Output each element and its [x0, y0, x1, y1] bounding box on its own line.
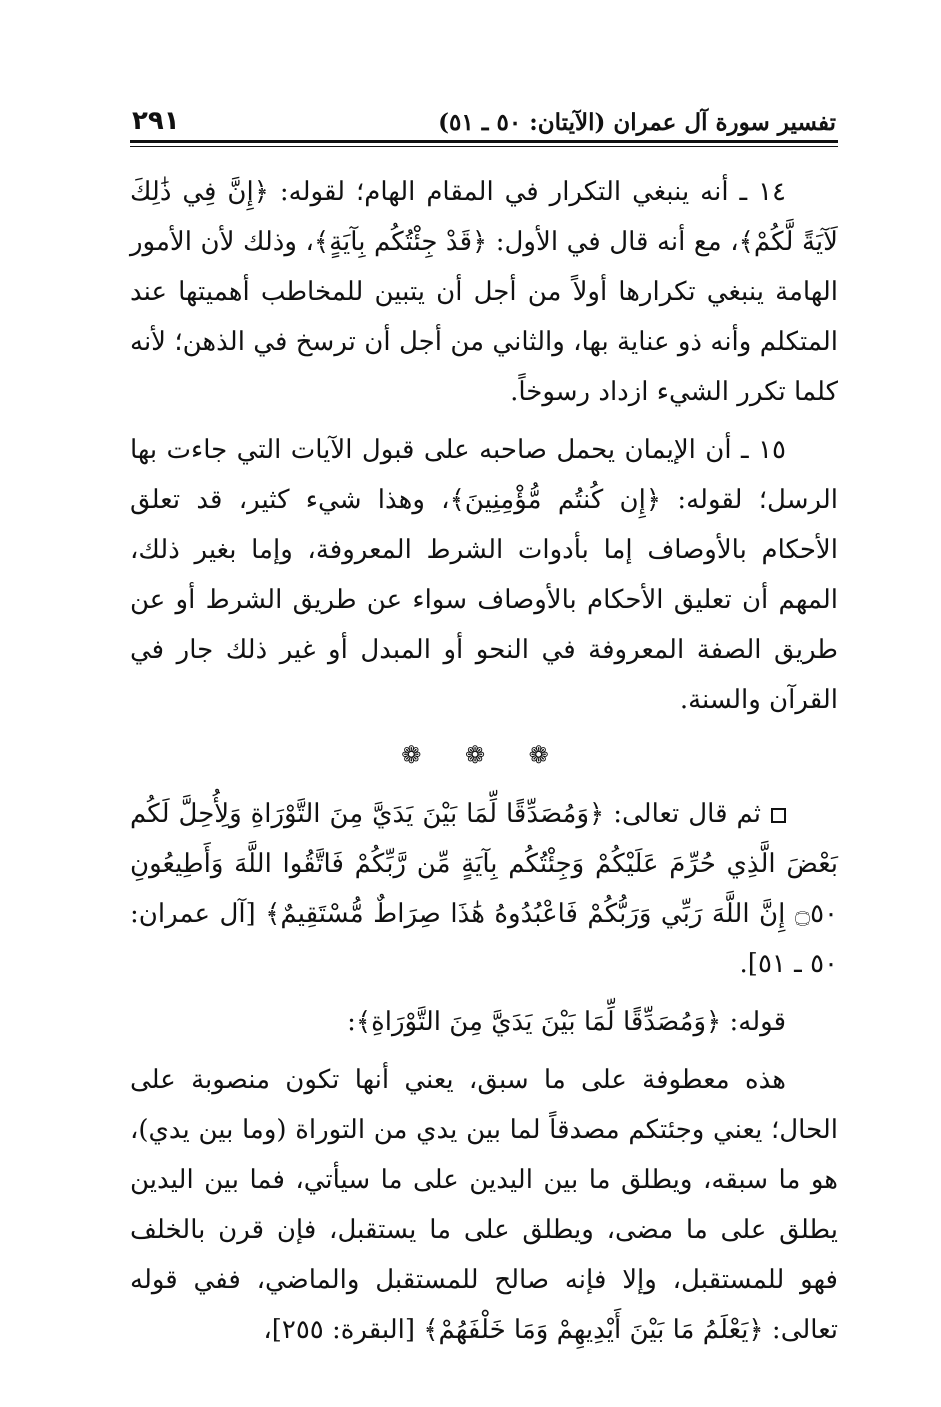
document-page	[130, 96, 838, 1363]
square-bullet-icon	[771, 808, 786, 823]
page-number: ٢٩١	[132, 106, 180, 136]
verse-block	[130, 789, 838, 989]
paragraph-point-15: ١٥ ـ أن الإيمان يحمل صاحبه على قبول الآيات التي جاءت بها الرسل؛ لقوله: ﴿إِن كُنتُم مُّؤْمِنِينَ﴾، وهذا شيء كثير، قد تعلق الأحكام بالأوصاف إما بأدوات الشرط المعروفة، وإما بغير ذلك، المهم أن تعليق الأحكام بالأوصاف سواء عن طريق الشرط أو عن طريق الصفة المعروفة في النحو أو المبدل أو غير ذلك جار في القرآن والسنة.	[130, 435, 838, 715]
header-rule-thin	[130, 146, 838, 147]
running-title: تفسير سورة آل عمران (الآيتان: ٥٠ ـ ٥١)	[438, 109, 836, 136]
page-header	[130, 96, 838, 136]
explanation-paragraph: هذه معطوفة على ما سبق، يعني أنها تكون منصوبة على الحال؛ يعني وجئتكم مصدقاً لما بين يدي من التوراة (وما بين يدي)، هو ما سبقه، ويطلق ما بين اليدين على ما سيأتي، فما بين اليدين يطلق على ما مضى، ويطلق على ما يستقبل، فإن قرن بالخلف فهو للمستقبل، وإلا فإنه صالح للمستقبل والماضي، ففي قوله تعالى: ﴿يَعْلَمُ مَا بَيْنَ أَيْدِيهِمْ وَمَا خَلْفَهُمْ﴾ [البقرة: ٢٥٥]،	[130, 1065, 838, 1345]
verse-text: ثم قال تعالى: ﴿وَمُصَدِّقًا لِّمَا بَيْنَ يَدَيَّ مِنَ التَّوْرَاةِ وَلِأُحِلَّ لَكُم بَعْضَ الَّذِي حُرِّمَ عَلَيْكُمْ وَجِئْتُكُم بِآيَةٍ مِّن رَّبِّكُمْ فَاتَّقُوا اللَّهَ وَأَطِيعُونِ ۝٥٠ إِنَّ اللَّهَ رَبِّي وَرَبُّكُمْ فَاعْبُدُوهُ هَٰذَا صِرَاطٌ مُّسْتَقِيمٌ﴾ [آل عمران: ٥٠ ـ ٥١].	[130, 799, 838, 979]
page-content	[130, 167, 838, 1355]
section-separator: ❁ ❁ ❁	[401, 741, 567, 769]
quote-heading: قوله: ﴿وَمُصَدِّقًا لِّمَا بَيْنَ يَدَيَّ مِنَ التَّوْرَاةِ﴾:	[347, 1007, 786, 1037]
header-rule-thick	[130, 140, 838, 143]
paragraph-point-14: ١٤ ـ أنه ينبغي التكرار في المقام الهام؛ لقوله: ﴿إِنَّ فِي ذَٰلِكَ لَآيَةً لَّكُمْ﴾، مع أنه قال في الأول: ﴿قَدْ جِئْتُكُم بِآيَةٍ﴾، وذلك لأن الأمور الهامة ينبغي تكرارها أولاً من أجل أن يتبين للمخاطب أهميتها عند المتكلم وأنه ذو عناية بها، والثاني من أجل أن ترسخ في الذهن؛ لأنه كلما تكرر الشيء ازداد رسوخاً.	[130, 177, 838, 407]
